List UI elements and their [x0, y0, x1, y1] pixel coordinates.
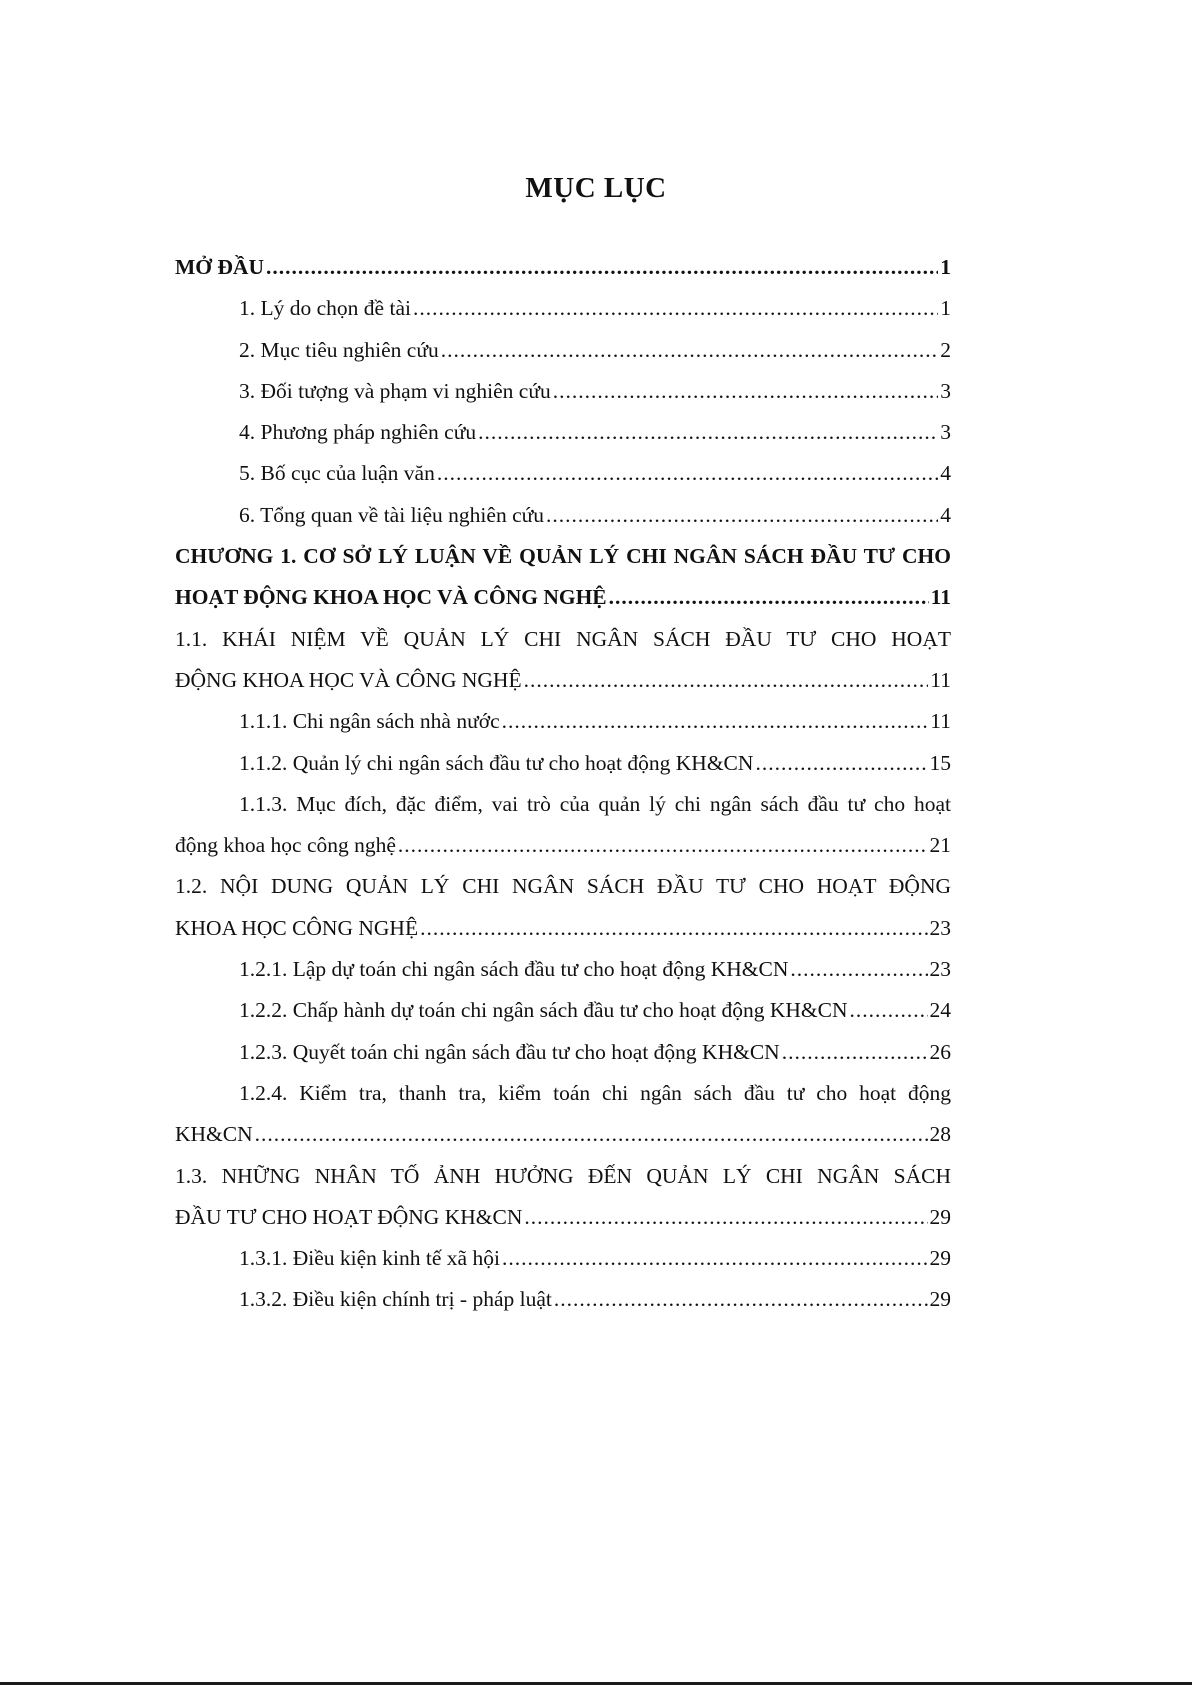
- toc-leader-dots: [554, 1279, 928, 1320]
- toc-entry[interactable]: [175, 701, 951, 742]
- toc-entry-first-line[interactable]: 1.1.3. Mục đích, đặc điểm, vai trò của quản lý chi ngân sách đầu tư cho hoạt: [239, 791, 951, 816]
- toc-leader-dots: [398, 825, 928, 866]
- toc-entry-title: 1.3.2. Điều kiện chính trị - pháp luật: [239, 1287, 552, 1312]
- toc-entry[interactable]: [175, 330, 951, 371]
- toc-entry-title: ĐỘNG KHOA HỌC VÀ CÔNG NGHỆ: [175, 667, 522, 692]
- toc-page-number: 15: [929, 750, 951, 775]
- toc-entry[interactable]: [175, 660, 951, 701]
- toc-page-number: 21: [929, 833, 951, 858]
- toc-entry-title: 5. Bố cục của luận văn: [239, 461, 435, 486]
- toc-leader-dots: [609, 577, 929, 618]
- toc-page-number: 11: [930, 709, 951, 734]
- toc-entry-title: 1.2.1. Lập dự toán chi ngân sách đầu tư cho hoạt động KH&CN: [239, 957, 789, 982]
- toc-leader-dots: [790, 949, 927, 990]
- toc-leader-dots: [524, 1197, 927, 1238]
- toc-page-number: 3: [940, 378, 951, 403]
- toc-entry-title: MỞ ĐẦU: [175, 255, 264, 279]
- toc-entry-title: KHOA HỌC CÔNG NGHỆ: [175, 915, 419, 940]
- toc-entry-title: ĐẦU TƯ CHO HOẠT ĐỘNG KH&CN: [175, 1204, 523, 1229]
- toc-entry[interactable]: [175, 949, 951, 990]
- toc-page-number: 29: [929, 1287, 951, 1312]
- toc-entry-title: 6. Tổng quan về tài liệu nghiên cứu: [239, 502, 545, 527]
- toc-page-number: 29: [929, 1246, 951, 1271]
- toc-entry[interactable]: [175, 288, 951, 329]
- toc-page-number: 4: [940, 461, 951, 486]
- toc-page-number: 24: [929, 998, 951, 1023]
- toc-leader-dots: [502, 701, 929, 742]
- toc-entry[interactable]: [175, 412, 951, 453]
- toc-leader-dots: [413, 288, 938, 329]
- toc-entry-first-line[interactable]: 1.3. NHỮNG NHÂN TỐ ẢNH HƯỞNG ĐẾN QUẢN LÝ CHI NGÂN SÁCH: [175, 1163, 951, 1188]
- toc-entry[interactable]: [175, 743, 951, 784]
- toc-leader-dots: [849, 990, 927, 1031]
- toc-entry-first-line[interactable]: 1.1. KHÁI NIỆM VỀ QUẢN LÝ CHI NGÂN SÁCH ĐẦU TƯ CHO HOẠT: [175, 626, 951, 651]
- toc-page-number: 4: [940, 502, 951, 527]
- toc-entry-title: 1.2.2. Chấp hành dự toán chi ngân sách đầu tư cho hoạt động KH&CN: [239, 998, 848, 1023]
- toc-entry[interactable]: [175, 453, 951, 494]
- toc-leader-dots: [420, 908, 927, 949]
- toc-entry[interactable]: [175, 825, 951, 866]
- toc-entry-title: 3. Đối tượng và phạm vi nghiên cứu: [239, 378, 551, 403]
- toc-leader-dots: [782, 1032, 928, 1073]
- toc-entry[interactable]: [175, 1238, 951, 1279]
- toc-entry-title: 1.1.2. Quản lý chi ngân sách đầu tư cho hoạt động KH&CN: [239, 750, 754, 775]
- toc-leader-dots: [255, 1114, 928, 1155]
- toc-page-number: 23: [929, 957, 951, 982]
- toc-entry[interactable]: [175, 577, 951, 618]
- toc-page-number: 1: [940, 255, 951, 279]
- toc-entry-title: 1. Lý do chọn đề tài: [239, 296, 411, 321]
- toc-leader-dots: [553, 371, 939, 412]
- toc-leader-dots: [441, 330, 939, 371]
- toc-entry[interactable]: [175, 908, 951, 949]
- toc-leader-dots: [546, 495, 938, 536]
- toc-page-number: 1: [940, 296, 951, 321]
- toc-entry[interactable]: [175, 495, 951, 536]
- toc-entry[interactable]: [175, 990, 951, 1031]
- toc-entry[interactable]: [175, 1279, 951, 1320]
- toc-entry-title: 1.3.1. Điều kiện kinh tế xã hội: [239, 1246, 500, 1271]
- toc-page-number: 23: [929, 915, 951, 940]
- toc-page-number: 3: [940, 420, 951, 445]
- toc-entry[interactable]: [175, 1197, 951, 1238]
- toc-entry[interactable]: [175, 247, 951, 288]
- toc-entry-first-line[interactable]: CHƯƠNG 1. CƠ SỞ LÝ LUẬN VỀ QUẢN LÝ CHI NGÂN SÁCH ĐẦU TƯ CHO: [175, 544, 951, 569]
- toc-entry[interactable]: [175, 371, 951, 412]
- toc-page-number: 2: [940, 337, 951, 362]
- toc-entry-title: 1.1.1. Chi ngân sách nhà nước: [239, 709, 500, 734]
- toc-entry-first-line[interactable]: 1.2.4. Kiểm tra, thanh tra, kiểm toán chi ngân sách đầu tư cho hoạt động: [239, 1080, 951, 1105]
- toc-entry[interactable]: [175, 1114, 951, 1155]
- page-title: MỤC LỤC: [525, 172, 667, 204]
- toc-entry-title: HOẠT ĐỘNG KHOA HỌC VÀ CÔNG NGHỆ: [175, 585, 607, 610]
- toc-leader-dots: [755, 743, 927, 784]
- toc-leader-dots: [266, 247, 938, 288]
- toc-page-number: 11: [930, 667, 951, 692]
- toc-page-number: 26: [929, 1039, 951, 1064]
- toc-page-number: 11: [930, 585, 951, 610]
- toc-entry-title: 4. Phương pháp nghiên cứu: [239, 420, 477, 445]
- toc-entry-title: 2. Mục tiêu nghiên cứu: [239, 337, 439, 362]
- toc-leader-dots: [478, 412, 938, 453]
- toc-entry[interactable]: [175, 1032, 951, 1073]
- toc-leader-dots: [502, 1238, 928, 1279]
- toc-entry-title: động khoa học công nghệ: [175, 833, 396, 858]
- toc-entry-title: 1.2.3. Quyết toán chi ngân sách đầu tư cho hoạt động KH&CN: [239, 1039, 780, 1064]
- toc-leader-dots: [524, 660, 929, 701]
- table-of-contents: [175, 247, 951, 1321]
- toc-leader-dots: [437, 453, 938, 494]
- toc-entry-first-line[interactable]: 1.2. NỘI DUNG QUẢN LÝ CHI NGÂN SÁCH ĐẦU TƯ CHO HOẠT ĐỘNG: [175, 874, 951, 899]
- toc-page-number: 28: [929, 1122, 951, 1147]
- toc-entry-title: KH&CN: [175, 1122, 253, 1147]
- toc-page-number: 29: [929, 1204, 951, 1229]
